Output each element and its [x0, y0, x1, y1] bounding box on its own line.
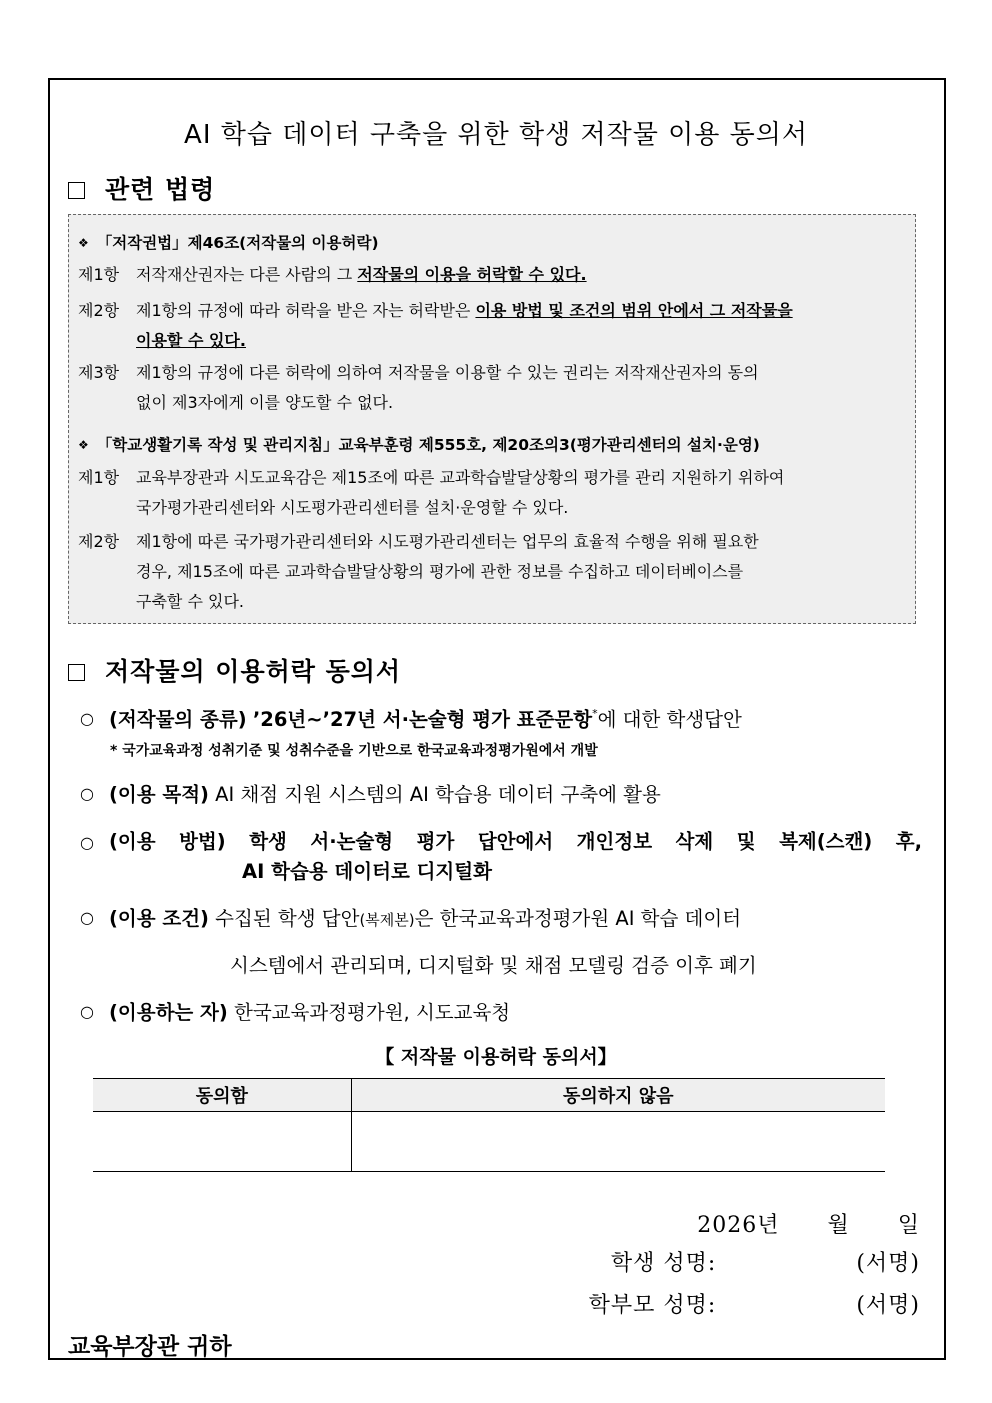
agree-cell[interactable]	[93, 1112, 351, 1172]
law1-para1: 제1항 저작재산권자는 다른 사람의 그 저작물의 이용을 허락할 수 있다.	[78, 265, 587, 284]
disagree-cell[interactable]	[351, 1112, 885, 1172]
item-user: ○ (이용하는 자) 한국교육과정평가원, 시도교육청	[80, 1001, 511, 1024]
item-work-kind: ○ (저작물의 종류) ’26년~’27년 서·논술형 평가 표준문항*에 대한 학생답안	[80, 707, 742, 731]
document-title: AI 학습 데이터 구축을 위한 학생 저작물 이용 동의서	[184, 120, 808, 150]
consent-table-title: 【 저작물 이용허락 동의서】	[375, 1046, 617, 1068]
law1-para2: 제2항 제1항의 규정에 따라 허락을 받은 자는 허락받은 이용 방법 및 조건의 범위 안에서 그 저작물을 이용할 수 있다.	[78, 301, 793, 350]
circle-bullet-icon: ○	[80, 833, 94, 852]
law2-para1: 제1항 교육부장관과 시도교육감은 제15조에 따른 교과학습발달상황의 평가를 관리 지원하기 위하여 국가평가관리센터와 시도평가관리센터를 설치·운영할 수 있다.	[78, 468, 785, 517]
law2-para2: 제2항 제1항에 따른 국가평가관리센터와 시도평가관리센터는 업무의 효율적 수행을 위해 필요한 경우, 제15조에 따른 교과학습발달상황의 평가에 관한 정보를 수집하고 데이터베이스를 구축할 수 있다.	[78, 532, 759, 611]
circle-bullet-icon: ○	[80, 1002, 94, 1021]
item-method-line2: AI 학습용 데이터로 디지털화	[242, 860, 492, 883]
diamond-bullet-icon: ❖	[78, 438, 89, 452]
checkbox-square-icon	[68, 182, 85, 199]
diamond-bullet-icon: ❖	[78, 236, 89, 250]
item-method: ○ (이용 방법) 학생 서·논술형 평가 답안에서 개인정보 삭제 및 복제(스캔) 후,	[80, 826, 922, 859]
section-heading-laws: 관련 법령	[68, 170, 215, 206]
parent-signature-line: 학부모 성명: (서명)	[588, 1293, 920, 1318]
item-condition-line2: 시스템에서 관리되며, 디지털화 및 채점 모델링 검증 이후 폐기	[230, 954, 757, 977]
circle-bullet-icon: ○	[80, 709, 94, 728]
law2-title: ❖ 「학교생활기록 작성 및 관리지침」교육부훈령 제555호, 제20조의3(평가관리센터의 설치·운영)	[78, 436, 760, 454]
circle-bullet-icon: ○	[80, 908, 94, 927]
addressee: 교육부장관 귀하	[68, 1334, 232, 1360]
date-line: 2026년 월 일	[697, 1213, 920, 1238]
item-purpose: ○ (이용 목적) AI 채점 지원 시스템의 AI 학습용 데이터 구축에 활용	[80, 783, 661, 806]
column-disagree: 동의하지 않음	[351, 1079, 885, 1112]
circle-bullet-icon: ○	[80, 784, 94, 803]
consent-table	[93, 1078, 885, 1172]
item-condition: ○ (이용 조건) 수집된 학생 답안(복제본)은 한국교육과정평가원 AI 학습 데이터	[80, 907, 742, 930]
item-work-kind-note: * 국가교육과정 성취기준 및 성취수준을 기반으로 한국교육과정평가원에서 개발	[110, 743, 598, 759]
law1-title: ❖ 「저작권법」제46조(저작물의 이용허락)	[78, 234, 379, 252]
checkbox-square-icon	[68, 664, 85, 681]
section-heading-consent: 저작물의 이용허락 동의서	[68, 652, 401, 688]
law1-para3: 제3항 제1항의 규정에 다른 허락에 의하여 저작물을 이용할 수 있는 권리는 저작재산권자의 동의 없이 제3자에게 이를 양도할 수 없다.	[78, 363, 759, 412]
column-agree: 동의함	[93, 1079, 351, 1112]
student-signature-line: 학생 성명: (서명)	[610, 1251, 920, 1276]
